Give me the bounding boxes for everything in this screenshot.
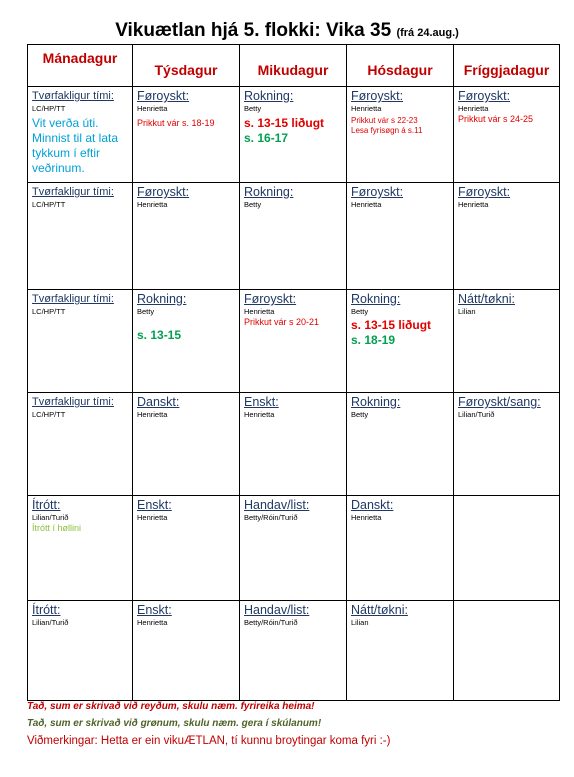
classwork-note: s. 16-17 bbox=[244, 131, 289, 145]
cell-wednesday bbox=[240, 87, 347, 183]
classwork-legend: Tað, sum er skrivað við grønum, skulu næm. gera í skúlanum! bbox=[27, 718, 322, 729]
schedule-row bbox=[28, 393, 560, 496]
cell-thursday bbox=[347, 496, 454, 601]
teacher-label: Betty/Róin/Turið bbox=[244, 513, 298, 522]
header-row bbox=[28, 45, 560, 87]
title-main: Vikuætlan hjá 5. flokki: Vika 35 bbox=[115, 20, 392, 41]
teacher-label: LC/HP/TT bbox=[32, 200, 66, 209]
subject-label: Nátt/tøkni: bbox=[458, 292, 515, 306]
cell-thursday bbox=[347, 601, 454, 701]
cell-wednesday bbox=[240, 393, 347, 496]
subject-label: Enskt: bbox=[137, 498, 172, 512]
teacher-label: Betty bbox=[244, 104, 262, 113]
teacher-label: Lilian bbox=[351, 618, 369, 627]
cell-friday bbox=[454, 87, 560, 183]
weekly-schedule-table bbox=[27, 44, 560, 701]
cell-tuesday bbox=[133, 290, 240, 393]
schedule-row bbox=[28, 601, 560, 701]
teacher-label: Henrietta bbox=[351, 200, 382, 209]
homework-note: s. 13-15 liðugt bbox=[244, 116, 325, 130]
teacher-label: Lilian/Turið bbox=[32, 513, 69, 522]
day-header-friday: Fríggjadagur bbox=[454, 45, 560, 87]
subject-label: Tvørfakligur tími: bbox=[32, 90, 114, 102]
subject-label: Handav/list: bbox=[244, 498, 310, 512]
teacher-label: Betty bbox=[351, 410, 369, 419]
cell-tuesday bbox=[133, 87, 240, 183]
cell-friday bbox=[454, 290, 560, 393]
classwork-note: s. 13-15 bbox=[137, 328, 182, 342]
homework-legend: Tað, sum er skrivað við reyðum, skulu næm. fyrireika heima! bbox=[27, 701, 315, 712]
cell-wednesday bbox=[240, 183, 347, 290]
cell-friday-empty bbox=[454, 601, 560, 701]
teacher-label: Henrietta bbox=[137, 618, 168, 627]
subject-label: Ítrótt: bbox=[32, 603, 61, 617]
cell-monday bbox=[28, 290, 133, 393]
teacher-label: Lilian/Turið bbox=[458, 410, 495, 419]
subject-label: Rokning: bbox=[351, 395, 401, 409]
schedule-row bbox=[28, 183, 560, 290]
teacher-label: Henrietta bbox=[244, 410, 275, 419]
cell-friday bbox=[454, 393, 560, 496]
teacher-label: Henrietta bbox=[458, 200, 489, 209]
teacher-label: Betty bbox=[137, 307, 155, 316]
teacher-label: Henrietta bbox=[244, 307, 275, 316]
day-header-thursday: Hósdagur bbox=[347, 45, 454, 87]
info-note: Vit verða úti. Minnist til at lata tykkum í eftir veðrinum. bbox=[32, 116, 119, 175]
subject-label: Rokning: bbox=[244, 89, 294, 103]
classwork-note: s. 18-19 bbox=[351, 333, 396, 347]
subject-label: Enskt: bbox=[137, 603, 172, 617]
subject-label: Føroyskt: bbox=[244, 292, 297, 306]
cell-monday bbox=[28, 183, 133, 290]
homework-note: Prikkut vár s 24-25 bbox=[458, 114, 534, 124]
subject-label: Rokning: bbox=[351, 292, 401, 306]
teacher-label: Henrietta bbox=[137, 104, 168, 113]
subject-label: Enskt: bbox=[244, 395, 279, 409]
subject-label: Føroyskt: bbox=[458, 185, 511, 199]
cell-monday bbox=[28, 87, 133, 183]
subject-label: Handav/list: bbox=[244, 603, 310, 617]
day-header-monday: Mánadagur bbox=[28, 45, 133, 87]
cell-monday bbox=[28, 393, 133, 496]
teacher-label: Betty bbox=[244, 200, 262, 209]
teacher-label: Henrietta bbox=[137, 200, 168, 209]
cell-tuesday bbox=[133, 601, 240, 701]
day-header-wednesday: Mikudagur bbox=[240, 45, 347, 87]
teacher-label: Henrietta bbox=[351, 104, 382, 113]
day-header-tuesday: Týsdagur bbox=[133, 45, 240, 87]
subject-label: Tvørfakligur tími: bbox=[32, 293, 114, 305]
homework-note: Prikkut vár s. 18-19 bbox=[137, 118, 215, 128]
cell-thursday bbox=[347, 393, 454, 496]
teacher-label: Lilian/Turið bbox=[32, 618, 69, 627]
cell-wednesday bbox=[240, 496, 347, 601]
schedule-row bbox=[28, 496, 560, 601]
subject-label: Føroyskt: bbox=[137, 89, 190, 103]
remarks-line: Viðmerkingar: Hetta er ein vikuÆTLAN, tí kunnu broytingar koma fyri :-) bbox=[27, 735, 391, 747]
cell-tuesday bbox=[133, 393, 240, 496]
cell-monday bbox=[28, 601, 133, 701]
cell-tuesday bbox=[133, 496, 240, 601]
homework-note: Lesa fyrisøgn á s.11 bbox=[351, 126, 423, 135]
homework-note: s. 13-15 liðugt bbox=[351, 318, 432, 332]
teacher-label: Henrietta bbox=[137, 513, 168, 522]
cell-tuesday bbox=[133, 183, 240, 290]
teacher-label: Henrietta bbox=[351, 513, 382, 522]
teacher-label: Lilian bbox=[458, 307, 476, 316]
teacher-label: LC/HP/TT bbox=[32, 410, 66, 419]
homework-note: Prikkut vár s 22-23 bbox=[351, 116, 418, 125]
teacher-label: LC/HP/TT bbox=[32, 307, 66, 316]
teacher-label: Henrietta bbox=[137, 410, 168, 419]
schedule-row bbox=[28, 87, 560, 183]
info-note: Ítrótt í høllini bbox=[32, 523, 82, 533]
cell-thursday bbox=[347, 87, 454, 183]
cell-wednesday bbox=[240, 601, 347, 701]
title-sub: (frá 24.aug.) bbox=[396, 27, 459, 39]
subject-label: Danskt: bbox=[351, 498, 394, 512]
page-title bbox=[0, 20, 574, 42]
homework-note: Prikkut vár s 20-21 bbox=[244, 317, 320, 327]
cell-monday bbox=[28, 496, 133, 601]
subject-label: Føroyskt: bbox=[351, 185, 404, 199]
subject-label: Danskt: bbox=[137, 395, 180, 409]
cell-wednesday bbox=[240, 290, 347, 393]
teacher-label: Henrietta bbox=[458, 104, 489, 113]
subject-label: Føroyskt/sang: bbox=[458, 395, 541, 409]
subject-label: Føroyskt: bbox=[458, 89, 511, 103]
subject-label: Tvørfakligur tími: bbox=[32, 396, 114, 408]
cell-thursday bbox=[347, 290, 454, 393]
cell-friday bbox=[454, 183, 560, 290]
subject-label: Ítrótt: bbox=[32, 498, 61, 512]
subject-label: Rokning: bbox=[244, 185, 294, 199]
subject-label: Føroyskt: bbox=[351, 89, 404, 103]
subject-label: Føroyskt: bbox=[137, 185, 190, 199]
cell-thursday bbox=[347, 183, 454, 290]
teacher-label: Betty bbox=[351, 307, 369, 316]
cell-friday-empty bbox=[454, 496, 560, 601]
teacher-label: LC/HP/TT bbox=[32, 104, 66, 113]
subject-label: Rokning: bbox=[137, 292, 187, 306]
schedule-row bbox=[28, 290, 560, 393]
teacher-label: Betty/Róin/Turið bbox=[244, 618, 298, 627]
subject-label: Tvørfakligur tími: bbox=[32, 186, 114, 198]
subject-label: Nátt/tøkni: bbox=[351, 603, 408, 617]
